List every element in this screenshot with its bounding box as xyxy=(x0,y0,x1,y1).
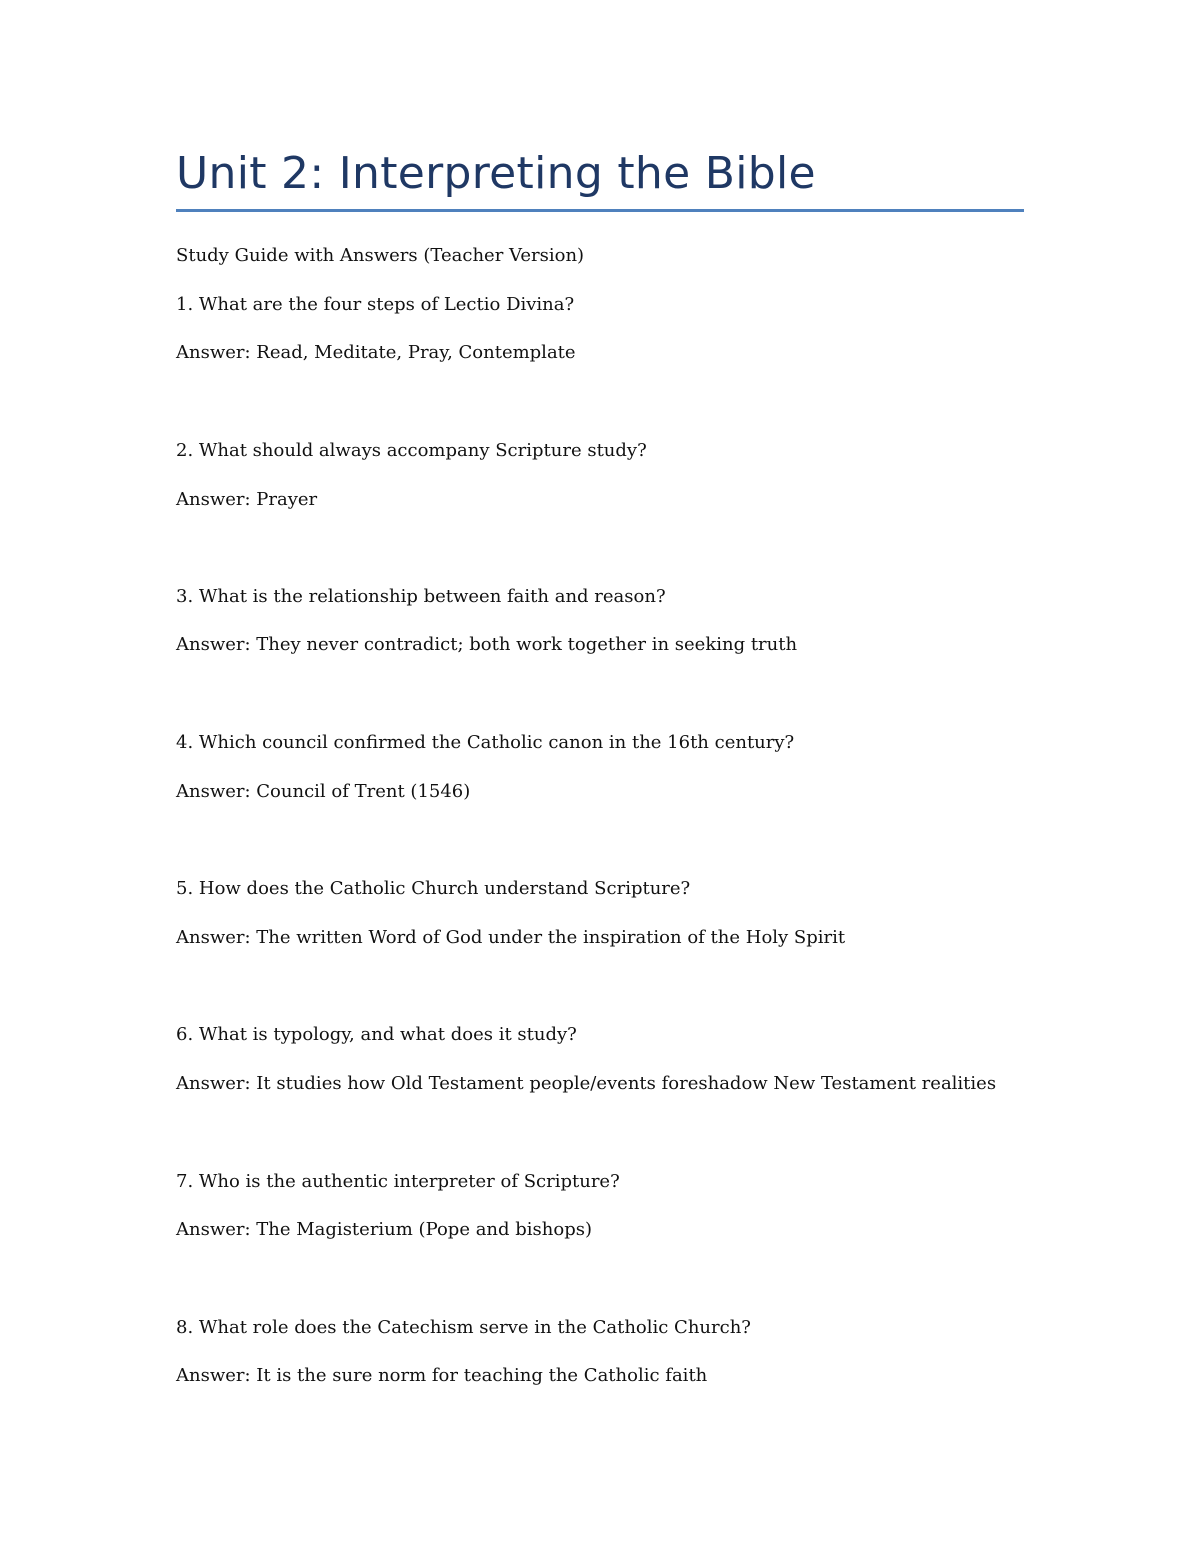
answer-3: Answer: They never contradict; both work together in seeking truth xyxy=(176,634,798,655)
subtitle: Study Guide with Answers (Teacher Version) xyxy=(176,245,585,266)
question-5: 5. How does the Catholic Church understand Scripture? xyxy=(176,878,691,899)
answer-1: Answer: Read, Meditate, Pray, Contemplate xyxy=(176,342,576,363)
answer-8: Answer: It is the sure norm for teaching the Catholic faith xyxy=(176,1365,708,1386)
question-3: 3. What is the relationship between faith and reason? xyxy=(176,586,666,607)
question-8: 8. What role does the Catechism serve in the Catholic Church? xyxy=(176,1317,751,1338)
answer-6: Answer: It studies how Old Testament people/events foreshadow New Testament realities xyxy=(176,1073,997,1094)
answer-5: Answer: The written Word of God under the inspiration of the Holy Spirit xyxy=(176,927,846,948)
title-underline xyxy=(176,209,1024,212)
question-4: 4. Which council confirmed the Catholic canon in the 16th century? xyxy=(176,732,795,753)
question-7: 7. Who is the authentic interpreter of Scripture? xyxy=(176,1171,620,1192)
question-2: 2. What should always accompany Scripture study? xyxy=(176,440,647,461)
page-title: Unit 2: Interpreting the Bible xyxy=(176,148,816,199)
answer-2: Answer: Prayer xyxy=(176,489,318,510)
answer-7: Answer: The Magisterium (Pope and bishops) xyxy=(176,1219,592,1240)
question-1: 1. What are the four steps of Lectio Divina? xyxy=(176,294,575,315)
question-6: 6. What is typology, and what does it study? xyxy=(176,1024,577,1045)
answer-4: Answer: Council of Trent (1546) xyxy=(176,781,471,802)
